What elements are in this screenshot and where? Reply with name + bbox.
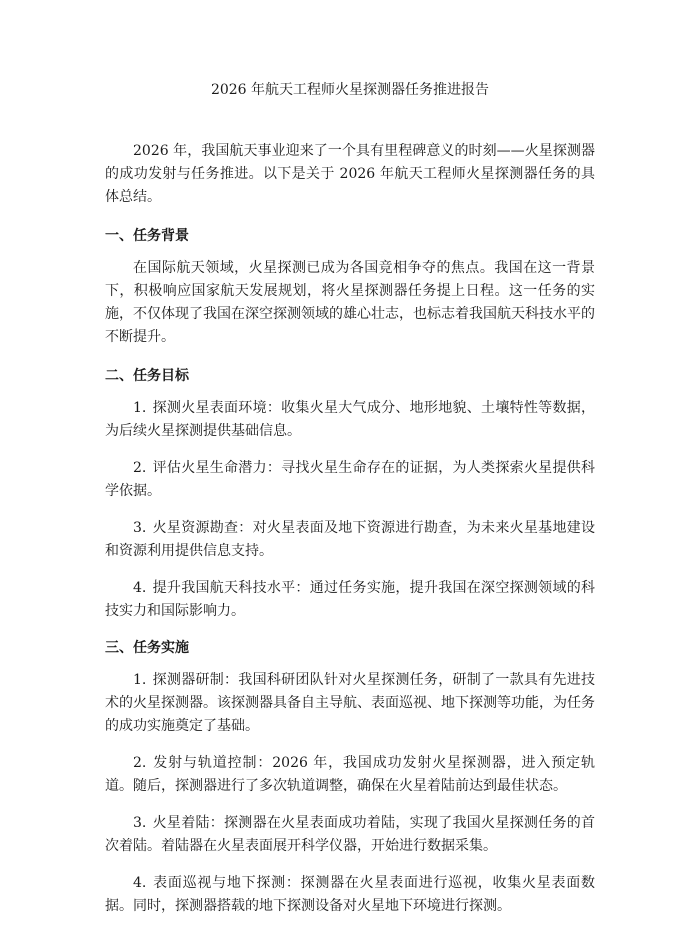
list-item-text: 提升我国航天科技水平：通过任务实施，提升我国在深空探测领域的科技实力和国际影响力。 xyxy=(105,580,595,619)
list-item-number: 1. xyxy=(133,672,147,688)
section-heading-implementation: 三、任务实施 xyxy=(105,640,189,656)
list-item xyxy=(105,577,595,623)
list-item-text: 火星资源勘查：对火星表面及地下资源进行勘查，为未来火星基地建设和资源利用提供信息支持。 xyxy=(105,520,595,559)
list-item-number: 2. xyxy=(133,755,147,771)
section-heading-background: 一、任务背景 xyxy=(105,228,189,244)
list-item-text: 发射与轨道控制：2026 年，我国成功发射火星探测器，进入预定轨道。随后，探测器进行了多次轨道调整，确保在火星着陆前达到最佳状态。 xyxy=(105,755,595,794)
intro-paragraph: 2026 年，我国航天事业迎来了一个具有里程碑意义的时刻——火星探测器的成功发射与任务推进。以下是关于 2026 年航天工程师火星探测器任务的具体总结。 xyxy=(105,143,595,205)
list-item xyxy=(105,669,595,738)
list-item-number: 3. xyxy=(133,520,147,536)
list-item xyxy=(105,872,595,918)
section-heading-objectives: 二、任务目标 xyxy=(105,368,189,384)
list-item xyxy=(105,812,595,858)
list-item xyxy=(105,517,595,563)
list-item-number: 3. xyxy=(133,815,147,831)
section-background-paragraph: 在国际航天领域，火星探测已成为各国竞相争夺的焦点。我国在这一背景下，积极响应国家航天发展规划，将火星探测器任务提上日程。这一任务的实施，不仅体现了我国在深空探测领域的雄心壮志，也标志着我国航天科技水平的不断提升。 xyxy=(105,260,595,345)
list-item-text: 表面巡视与地下探测：探测器在火星表面进行巡视，收集火星表面数据。同时，探测器搭载的地下探测设备对火星地下环境进行探测。 xyxy=(105,875,595,914)
list-item-text: 探测器研制：我国科研团队针对火星探测任务，研制了一款具有先进技术的火星探测器。该探测器具备自主导航、表面巡视、地下探测等功能，为任务的成功实施奠定了基础。 xyxy=(105,672,595,734)
list-item-number: 4. xyxy=(133,875,147,891)
list-item-text: 评估火星生命潜力：寻找火星生命存在的证据，为人类探索火星提供科学依据。 xyxy=(105,460,595,499)
list-item-text: 探测火星表面环境：收集火星大气成分、地形地貌、土壤特性等数据，为后续火星探测提供基础信息。 xyxy=(105,400,595,439)
list-item xyxy=(105,457,595,503)
list-item xyxy=(105,752,595,798)
list-item-text: 火星着陆：探测器在火星表面成功着陆，实现了我国火星探测任务的首次着陆。着陆器在火星表面展开科学仪器，开始进行数据采集。 xyxy=(105,815,595,854)
list-item-number: 2. xyxy=(133,460,147,476)
document-body xyxy=(105,140,595,932)
list-item xyxy=(105,397,595,443)
list-item-number: 1. xyxy=(133,400,147,416)
document-title: 2026 年航天工程师火星探测器任务推进报告 xyxy=(210,82,490,98)
list-item-number: 4. xyxy=(133,580,147,596)
